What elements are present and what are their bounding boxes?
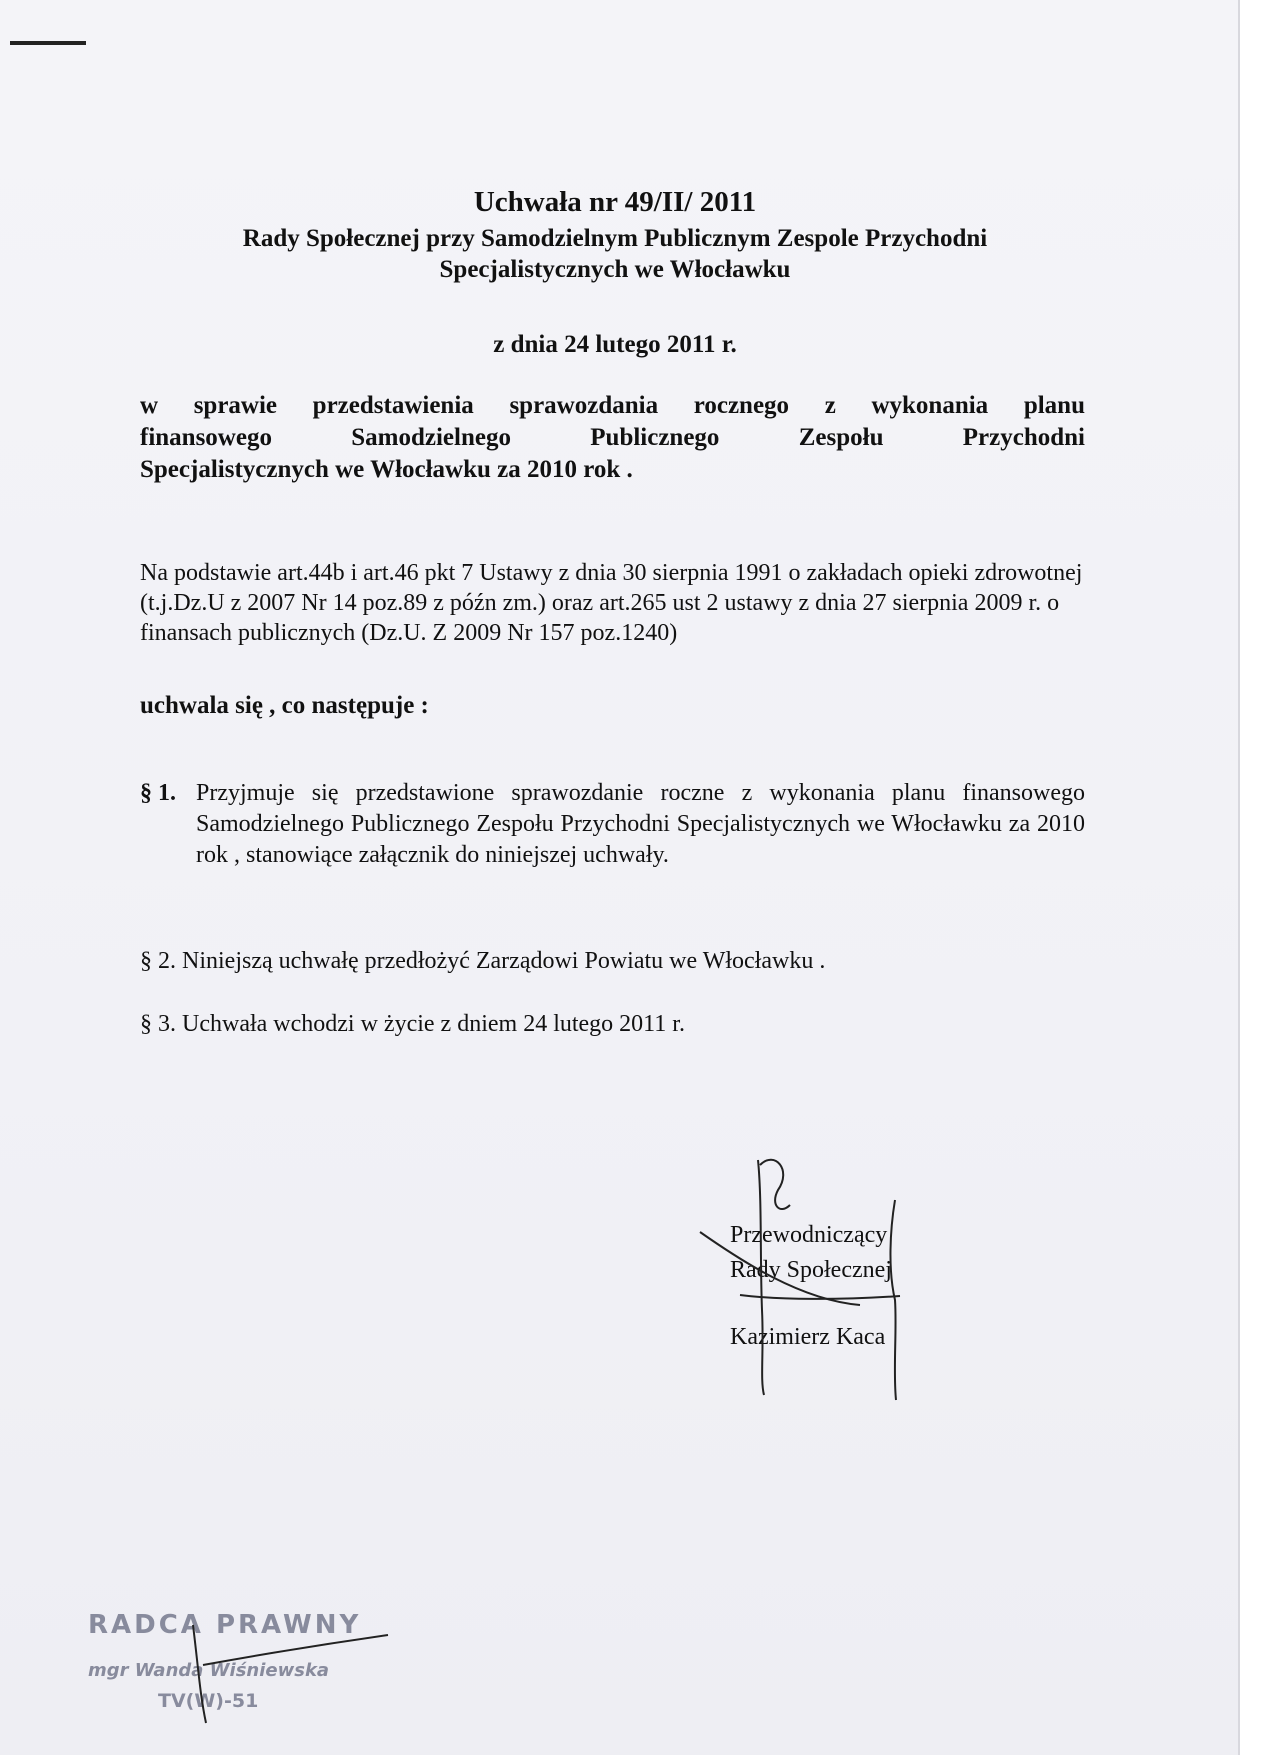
issuer-line-2: Specjalistycznych we Włocławku [439, 256, 791, 283]
signature-stroke-loop [760, 1160, 790, 1209]
paragraph-3-number: § 3. [140, 1011, 176, 1037]
signature-stroke-right [890, 1200, 896, 1400]
resolution-title: Uchwała nr 49/II/ 2011 [473, 186, 757, 218]
subject-line-3: Specjalistycznych we Włocławku za 2010 rok . [140, 456, 633, 483]
signatory-role-2: Rady Społecznej [730, 1257, 892, 1283]
issuer-line-1: Rady Społecznej przy Samodzielnym Publicznym Zespole Przychodni [242, 225, 988, 252]
paragraph-2-number: § 2. [140, 948, 176, 974]
resolve-clause: uchwala się , co następuje : [140, 692, 429, 719]
subject-line-1: w sprawie przedstawienia sprawozdania rocznego z wykonania planu [140, 392, 1085, 419]
signature-stroke-main [758, 1160, 764, 1395]
stamp-title: RADCA PRAWNY [88, 1610, 362, 1640]
paragraph-3-text: Uchwała wchodzi w życie z dniem 24 lutego 2011 r. [182, 1011, 685, 1037]
paragraph-1-text: Przyjmuje się przedstawione sprawozdanie roczne z wykonania planu finansowego Samodzielnego Publicznego Zespołu Przychodni Specjalistycznych we Włocławku za 2010 rok , stanowiące załącznik do niniejszej uchwały. [196, 780, 1085, 868]
stamp-name: mgr Wanda Wiśniewska [88, 1660, 330, 1681]
resolution-date: z dnia 24 lutego 2011 r. [493, 331, 737, 358]
signatory-name: Kazimierz Kaca [730, 1324, 886, 1350]
paragraph-2-text: Niniejszą uchwałę przedłożyć Zarządowi Powiatu we Włocławku . [182, 948, 826, 974]
subject-line-2: finansowego Samodzielnego Publicznego Zespołu Przychodni [140, 424, 1085, 451]
scan-margin [1240, 0, 1275, 1755]
legal-counsel-stamp [88, 1605, 408, 1725]
signature-stroke-cross [700, 1232, 860, 1305]
stamp-signature-stroke-2 [203, 1635, 388, 1665]
stamp-code: TV(W)-51 [158, 1690, 259, 1712]
stamp-signature [88, 1605, 408, 1725]
signatory-role-1: Przewodniczący [730, 1222, 888, 1248]
stamp-signature-stroke [193, 1625, 206, 1723]
legal-basis-text: Na podstawie art.44b i art.46 pkt 7 Ustawy z dnia 30 sierpnia 1991 o zakładach opieki zdrowotnej (t.j.Dz.U z 2007 Nr 14 poz.89 z późn zm.) oraz art.265 ust 2 ustawy z dnia 27 sierpnia 2009 r. o finansach publicznych (Dz.U. Z 2009 Nr 157 poz.1240) [140, 560, 1083, 646]
paragraph-1-number: § 1. [140, 780, 176, 806]
